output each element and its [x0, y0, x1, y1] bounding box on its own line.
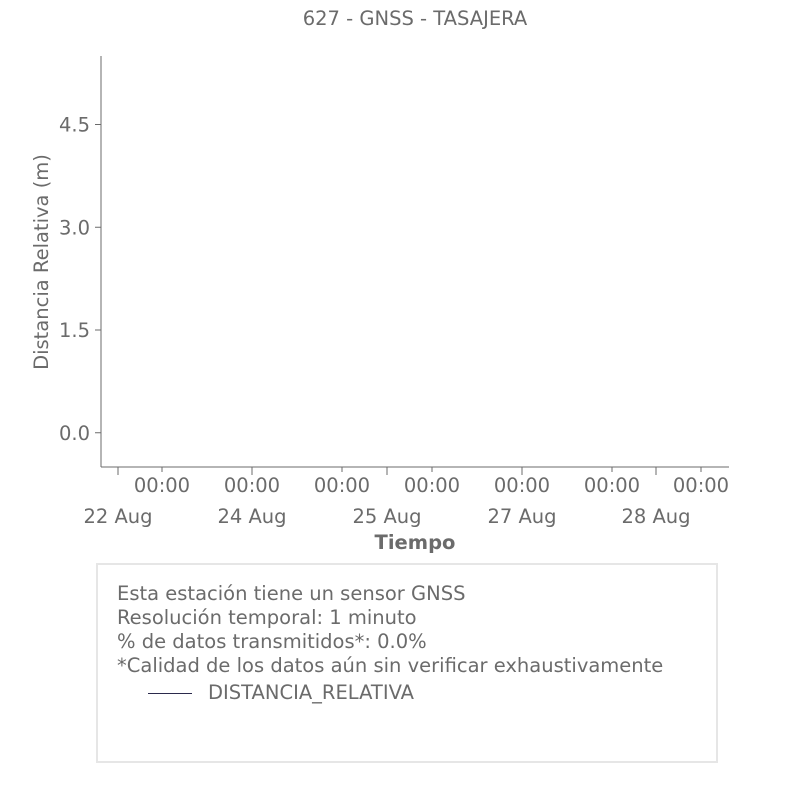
x-axis-label: Tiempo: [374, 531, 456, 554]
x-tick-time-label: 00:00: [223, 474, 281, 497]
x-ticks: [83, 467, 729, 528]
legend-line-swatch: [148, 693, 192, 694]
info-line-transmitted: % de datos transmitidos*: 0.0%: [117, 630, 427, 653]
info-line-resolution: Resolución temporal: 1 minuto: [117, 606, 417, 629]
x-tick-time-label: 00:00: [493, 474, 551, 497]
y-tick-label: 4.5: [58, 113, 90, 137]
x-tick-time-label: 00:00: [313, 474, 371, 497]
x-tick-time-label: 00:00: [672, 474, 730, 497]
x-tick-time-label: 00:00: [583, 474, 641, 497]
x-tick-time-label: 00:00: [133, 474, 191, 497]
legend-label: DISTANCIA_RELATIVA: [208, 681, 415, 704]
x-tick-date-label: 24 Aug: [217, 505, 287, 528]
y-tick-label: 0.0: [58, 421, 90, 445]
chart-title: 627 - GNSS - TASAJERA: [302, 7, 528, 30]
y-ticks: [59, 114, 101, 445]
y-tick-label: 3.0: [58, 216, 90, 240]
x-tick-date-label: 28 Aug: [621, 505, 691, 528]
info-box: [96, 563, 718, 763]
info-lines: [117, 582, 663, 678]
plot-area: [101, 56, 729, 467]
x-tick-date-label: 25 Aug: [352, 505, 422, 528]
info-line-quality-note: *Calidad de los datos aún sin verificar exhaustivamente: [117, 654, 664, 677]
x-tick-date-label: 22 Aug: [83, 505, 153, 528]
y-tick-label: 1.5: [58, 319, 90, 342]
info-line-sensor: Esta estación tiene un sensor GNSS: [117, 582, 466, 605]
x-tick-date-label: 27 Aug: [487, 505, 557, 528]
y-axis-label: Distancia Relativa (m): [30, 154, 53, 370]
x-tick-time-label: 00:00: [403, 474, 461, 497]
